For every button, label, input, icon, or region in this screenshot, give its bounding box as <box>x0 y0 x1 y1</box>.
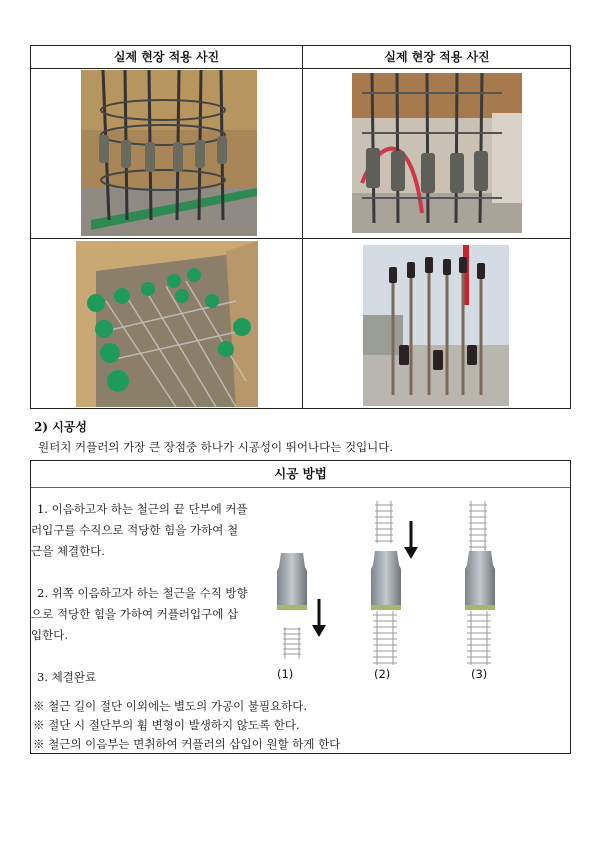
arrow-down-icon <box>401 521 421 561</box>
photo-table <box>30 45 571 409</box>
method-note-2: ※ 절단 시 절단부의 휨 변형이 발생하지 않도록 한다. <box>33 718 300 732</box>
site-photo-black-couplers <box>363 245 509 406</box>
method-note-3: ※ 철근의 이음부는 면취하여 커플러의 삽입이 원할 하게 한다 <box>33 737 341 751</box>
method-step-3: 3. 체결완료 <box>37 670 97 684</box>
photo-header-left: 실제 현장 적용 사진 <box>113 50 220 64</box>
method-title: 시공 방법 <box>274 466 327 481</box>
section-description: 원터치 커플러의 가장 큰 장점중 하나가 시공성이 뛰어나다는 것입니다. <box>38 440 394 454</box>
table-divider <box>302 46 303 408</box>
site-photo-column-rebars <box>352 73 522 233</box>
figure-label-2: (2) <box>374 667 391 681</box>
construction-method-box <box>30 460 571 754</box>
method-step-1: 1. 이음하고자 하는 철근의 끝 단부에 커플러입구를 수직으로 적당한 힘을 가하여 철근을 체결한다. <box>31 502 248 558</box>
arrow-down-icon <box>309 599 329 639</box>
photo-header-right: 실제 현장 적용 사진 <box>384 50 490 64</box>
figure-label-3: (3) <box>471 667 488 681</box>
section-title: 2) 시공성 <box>34 420 87 434</box>
site-photo-rebar-cage <box>81 70 257 236</box>
table-divider <box>31 68 570 69</box>
method-divider <box>31 487 570 488</box>
method-step-2: 2. 위쪽 이음하고자 하는 철근을 수직 방향으로 적당한 힘을 가하여 커플러입구에 삽입한다. <box>31 586 248 642</box>
table-divider <box>31 238 570 239</box>
coupler-figure-3 <box>459 499 503 669</box>
method-note-1: ※ 철근 길이 절단 이외에는 별도의 가공이 불필요하다. <box>33 699 308 713</box>
figure-label-1: (1) <box>277 667 294 681</box>
site-photo-green-caps <box>76 241 258 407</box>
